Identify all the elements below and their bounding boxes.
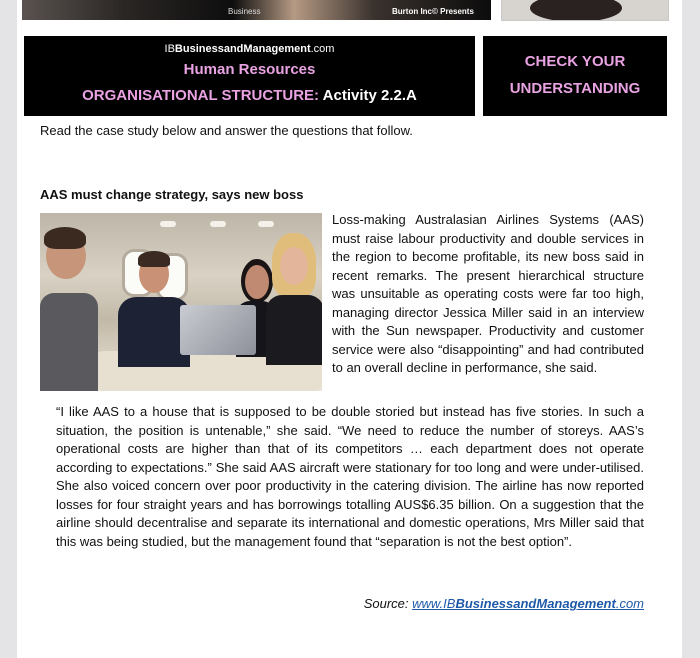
instructions: Read the case study below and answer the questions that follow. [40, 123, 413, 138]
banner-photo-right [530, 0, 622, 21]
article-paragraph-2: “I like AAS to a house that is supposed to be double storied but instead has five stories. In such a situation, the position is untenable,” she said. “We need to reduce the number of storeys. AAS’s operational costs are higher than that of its competitors … each department does not operate according to expectations.” She said AAS aircraft were stationary for too long and were under-utilised. She also voiced concern over poor productivity in the catering division. The airline has now reported losses for four straight years and has borrowings totalling AUS$6.35 billion. On a suggestion that the airline should decentralise and separate its international and domestic operations, Mrs Miller said that this was being studied, but the management found that “separation is not the best option”. [56, 404, 644, 549]
check-understanding-box [483, 36, 667, 116]
top-right-image [501, 0, 669, 21]
source-link[interactable]: www.IBBusinessandManagement.com [412, 596, 644, 611]
article-paragraph-1: Loss-making Australasian Airlines Systems (AAS) must raise labour productivity and double services in the region to become profitable, its new boss said in recent remarks. The present hierarchical structure was unsuitable as operating costs were far too high, managing director Jessica Miller said in an interview with the Sun newspaper. Productivity and customer service were also “disappointing” and had contributed to an overall decline in performance, she said. [332, 212, 644, 375]
business-meeting-photo [40, 213, 322, 391]
activity-header [24, 36, 475, 116]
source-citation: Source: www.IBBusinessandManagement.com [363, 596, 644, 611]
check-line-2: UNDERSTANDING [509, 80, 641, 97]
site-name: IBBusinessandManagement.com [164, 43, 335, 55]
topic-title: Human Resources [183, 61, 316, 78]
check-line-1: CHECK YOUR [524, 53, 626, 70]
banner-label-presents: Burton Inc© Presents [392, 7, 474, 16]
top-banner-image [22, 0, 491, 20]
article-headline: AAS must change strategy, says new boss [40, 187, 304, 202]
activity-title: ORGANISATIONAL STRUCTURE: Activity 2.2.A [82, 87, 417, 104]
banner-label-business: Business [228, 7, 261, 16]
laptop [180, 305, 256, 355]
